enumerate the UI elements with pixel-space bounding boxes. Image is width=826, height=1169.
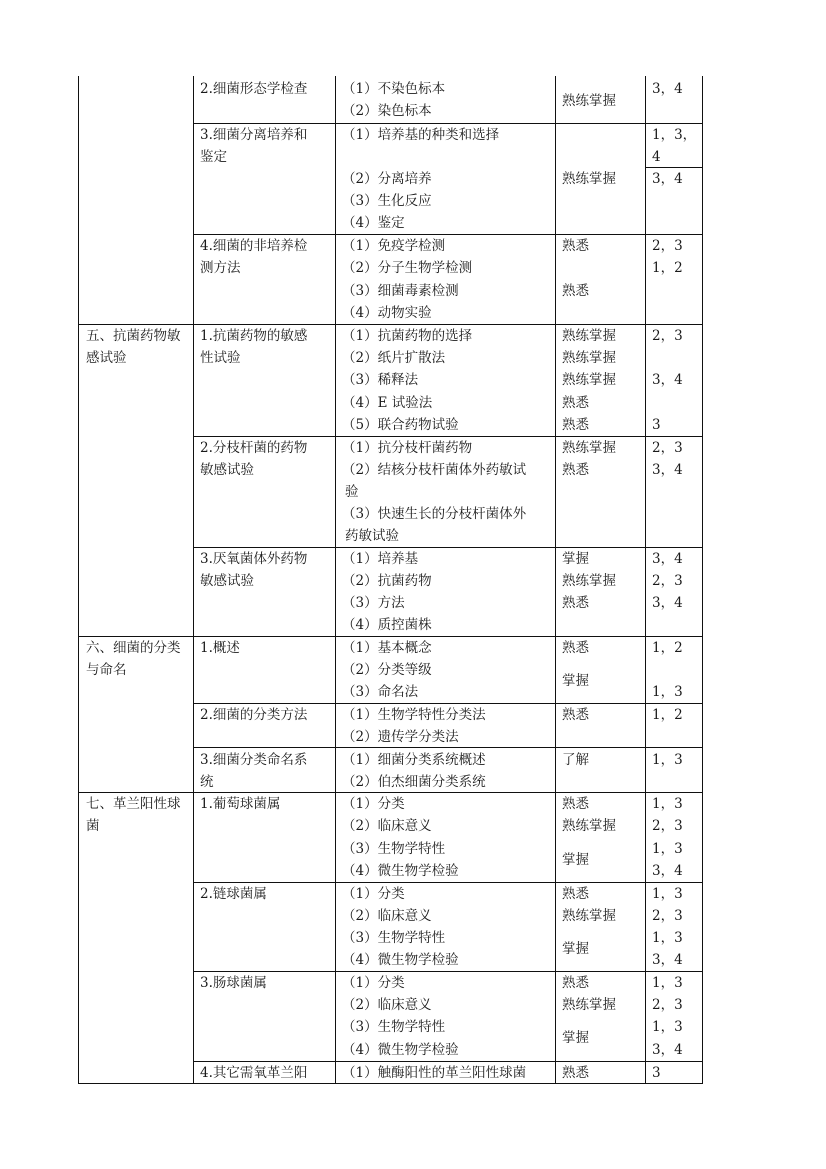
- requirement-cell-line: 掌握: [562, 852, 589, 868]
- requirement-cell-line: 熟悉: [562, 238, 589, 254]
- content-cell-line: （3）生物学特性: [342, 1019, 446, 1035]
- requirement-cell-line: 掌握: [562, 941, 589, 957]
- content-cell-line: （1）分类: [342, 796, 405, 812]
- level-cell-line: 2，3: [652, 573, 683, 589]
- requirement-cell-line: 熟悉: [562, 640, 589, 656]
- unit-cell-line: 敏感试验: [200, 573, 254, 589]
- section-cell-line: 七、革兰阳性球: [86, 796, 181, 812]
- requirement-cell-line: 熟练掌握: [562, 372, 616, 388]
- level-cell-line: 1，3，: [652, 127, 697, 143]
- content-cell-line: （3）生物学特性: [342, 930, 446, 946]
- requirement-cell-line: 熟悉: [562, 395, 589, 411]
- requirement-cell-line: 熟悉: [562, 975, 589, 991]
- level-cell-line: 3: [652, 417, 661, 433]
- requirement-cell-line: 熟练掌握: [562, 573, 616, 589]
- content-cell-line: （2）临床意义: [342, 997, 432, 1013]
- requirement-cell-line: 熟练掌握: [562, 328, 616, 344]
- requirement-cell-line: 掌握: [562, 551, 589, 567]
- level-cell-line: 3，4: [652, 863, 683, 879]
- content-cell-line: （1）触酶阳性的革兰阳性球菌: [342, 1065, 527, 1081]
- unit-cell-line: 统: [200, 774, 214, 790]
- content-cell-line: （2）伯杰细菌分类系统: [342, 774, 486, 790]
- level-cell-line: 2，3: [652, 818, 683, 834]
- unit-cell-line: 敏感试验: [200, 462, 254, 478]
- content-cell-line: （2）遗传学分类法: [342, 729, 459, 745]
- level-cell-line: 1，3: [652, 1019, 683, 1035]
- level-cell-line: 3，4: [652, 952, 683, 968]
- requirement-cell-line: 熟悉: [562, 417, 589, 433]
- requirement-cell-line: 熟练掌握: [562, 171, 616, 187]
- content-cell-line: （3）生物学特性: [342, 841, 446, 857]
- level-cell-line: 1，3: [652, 930, 683, 946]
- content-cell-line: （1）培养基: [342, 551, 419, 567]
- level-cell-line: 1，3: [652, 841, 683, 857]
- level-cell-line: 3，4: [652, 1042, 683, 1058]
- requirement-cell-line: 熟练掌握: [562, 350, 616, 366]
- requirement-cell-line: 熟练掌握: [562, 93, 616, 109]
- section-cell-line: 六、细菌的分类: [86, 640, 181, 656]
- section-cell-line: 菌: [86, 818, 100, 834]
- content-cell-line: （1）培养基的种类和选择: [342, 127, 500, 143]
- table-divider-1: [193, 76, 194, 1084]
- content-cell-line: （1）分类: [342, 886, 405, 902]
- table-border-left: [78, 76, 79, 1084]
- content-cell-line: （1）抗分枝杆菌药物: [342, 440, 473, 456]
- content-cell-line: （1）免疫学检测: [342, 238, 446, 254]
- requirement-cell-line: 熟练掌握: [562, 908, 616, 924]
- level-cell-line: 1，2: [652, 640, 683, 656]
- table-divider-2: [335, 76, 336, 1084]
- level-cell-line: 1，3: [652, 796, 683, 812]
- unit-cell-line: 4.细菌的非培养检: [200, 238, 308, 254]
- unit-cell-line: 2.链球菌属: [200, 886, 267, 902]
- unit-cell-line: 2.细菌形态学检查: [200, 81, 308, 97]
- content-cell-line: （4）微生物学检验: [342, 863, 459, 879]
- requirement-cell-line: 了解: [562, 752, 589, 768]
- content-cell-line: （2）临床意义: [342, 908, 432, 924]
- level-cell-line: 3，4: [652, 462, 683, 478]
- content-cell-line: （3）命名法: [342, 684, 419, 700]
- level-cell-line: 2，3: [652, 328, 683, 344]
- unit-cell-line: 1.葡萄球菌属: [200, 796, 281, 812]
- content-cell-line: （3）方法: [342, 595, 405, 611]
- unit-cell-line: 1.抗菌药物的敏感: [200, 328, 308, 344]
- level-cell-line: 3: [652, 1065, 661, 1081]
- content-cell-line: （1）生物学特性分类法: [342, 707, 486, 723]
- level-cell-line: 1，3: [652, 975, 683, 991]
- content-cell-line: （4）动物实验: [342, 305, 432, 321]
- level-cell-line: 3，4: [652, 372, 683, 388]
- content-cell-line: （3）生化反应: [342, 193, 432, 209]
- level-cell-line: 2，3: [652, 238, 683, 254]
- unit-cell-line: 2.细菌的分类方法: [200, 707, 308, 723]
- table-divider-3: [555, 76, 556, 1084]
- unit-cell-line: 4.其它需氧革兰阳: [200, 1065, 308, 1081]
- requirement-cell-line: 熟悉: [562, 283, 589, 299]
- content-cell-line: （4）质控菌株: [342, 617, 432, 633]
- requirement-cell-line: 熟悉: [562, 707, 589, 723]
- requirement-cell-line: 掌握: [562, 673, 589, 689]
- section-cell-line: 五、抗菌药物敏: [86, 328, 181, 344]
- unit-cell-line: 2.分枝杆菌的药物: [200, 440, 308, 456]
- requirement-cell-line: 掌握: [562, 1030, 589, 1046]
- section-cell-line: 感试验: [86, 350, 127, 366]
- content-cell-line: （4）微生物学检验: [342, 952, 459, 968]
- content-cell-line: （4）E 试验法: [342, 395, 433, 411]
- level-cell-line: 1，2: [652, 260, 683, 276]
- unit-cell-line: 3.细菌分离培养和: [200, 127, 308, 143]
- unit-cell-line: 测方法: [200, 260, 241, 276]
- content-cell-line: （2）分类等级: [342, 662, 432, 678]
- content-cell-line: （2）分子生物学检测: [342, 260, 473, 276]
- content-cell-line: （5）联合药物试验: [342, 417, 459, 433]
- requirement-cell-line: 熟练掌握: [562, 440, 616, 456]
- requirement-cell-line: 熟练掌握: [562, 818, 616, 834]
- requirement-cell-line: 熟悉: [562, 462, 589, 478]
- unit-cell-line: 3.厌氧菌体外药物: [200, 551, 308, 567]
- requirement-cell-line: 熟悉: [562, 595, 589, 611]
- level-cell-line: 2，3: [652, 997, 683, 1013]
- level-cell-line: 1，3: [652, 684, 683, 700]
- content-cell-line: （1）不染色标本: [342, 81, 446, 97]
- content-cell-line: （2）临床意义: [342, 818, 432, 834]
- content-cell-line: （2）抗菌药物: [342, 573, 432, 589]
- unit-cell-line: 性试验: [200, 350, 241, 366]
- level-cell-line: 1，3: [652, 752, 683, 768]
- level-cell-line: 2，3: [652, 908, 683, 924]
- content-cell-line: 药敏试验: [345, 528, 399, 544]
- content-cell-line: （2）分离培养: [342, 171, 432, 187]
- content-cell-line: （4）微生物学检验: [342, 1042, 459, 1058]
- content-cell-line: （4）鉴定: [342, 215, 405, 231]
- level-cell-line: 4: [652, 149, 661, 165]
- content-cell-line: （3）细菌毒素检测: [342, 283, 459, 299]
- level-cell-line: 2，3: [652, 440, 683, 456]
- unit-cell-line: 1.概述: [200, 640, 240, 656]
- level-cell-line: 3，4: [652, 171, 683, 187]
- content-cell-line: （1）细菌分类系统概述: [342, 752, 486, 768]
- content-cell-line: 验: [345, 484, 359, 500]
- content-cell-line: （3）稀释法: [342, 372, 419, 388]
- table-border-right: [702, 76, 703, 1084]
- level-cell-line: 1，2: [652, 707, 683, 723]
- content-cell-line: （3）快速生长的分枝杆菌体外: [342, 506, 527, 522]
- requirement-cell-line: 熟悉: [562, 796, 589, 812]
- content-cell-line: （2）染色标本: [342, 103, 432, 119]
- content-cell-line: （1）抗菌药物的选择: [342, 328, 473, 344]
- unit-cell-line: 鉴定: [200, 149, 227, 165]
- unit-cell-line: 3.肠球菌属: [200, 975, 267, 991]
- content-cell-line: （1）分类: [342, 975, 405, 991]
- content-cell-line: （1）基本概念: [342, 640, 432, 656]
- table-divider-4: [645, 76, 646, 1084]
- level-cell-line: 3，4: [652, 595, 683, 611]
- level-cell-line: 1，3: [652, 886, 683, 902]
- level-cell-line: 3，4: [652, 551, 683, 567]
- requirement-cell-line: 熟悉: [562, 886, 589, 902]
- level-cell-line: 3，4: [652, 81, 683, 97]
- content-cell-line: （2）纸片扩散法: [342, 350, 446, 366]
- unit-cell-line: 3.细菌分类命名系: [200, 752, 308, 768]
- requirement-cell-line: 熟练掌握: [562, 997, 616, 1013]
- section-cell-line: 与命名: [86, 662, 127, 678]
- requirement-cell-line: 熟悉: [562, 1065, 589, 1081]
- content-cell-line: （2）结核分枝杆菌体外药敏试: [342, 462, 527, 478]
